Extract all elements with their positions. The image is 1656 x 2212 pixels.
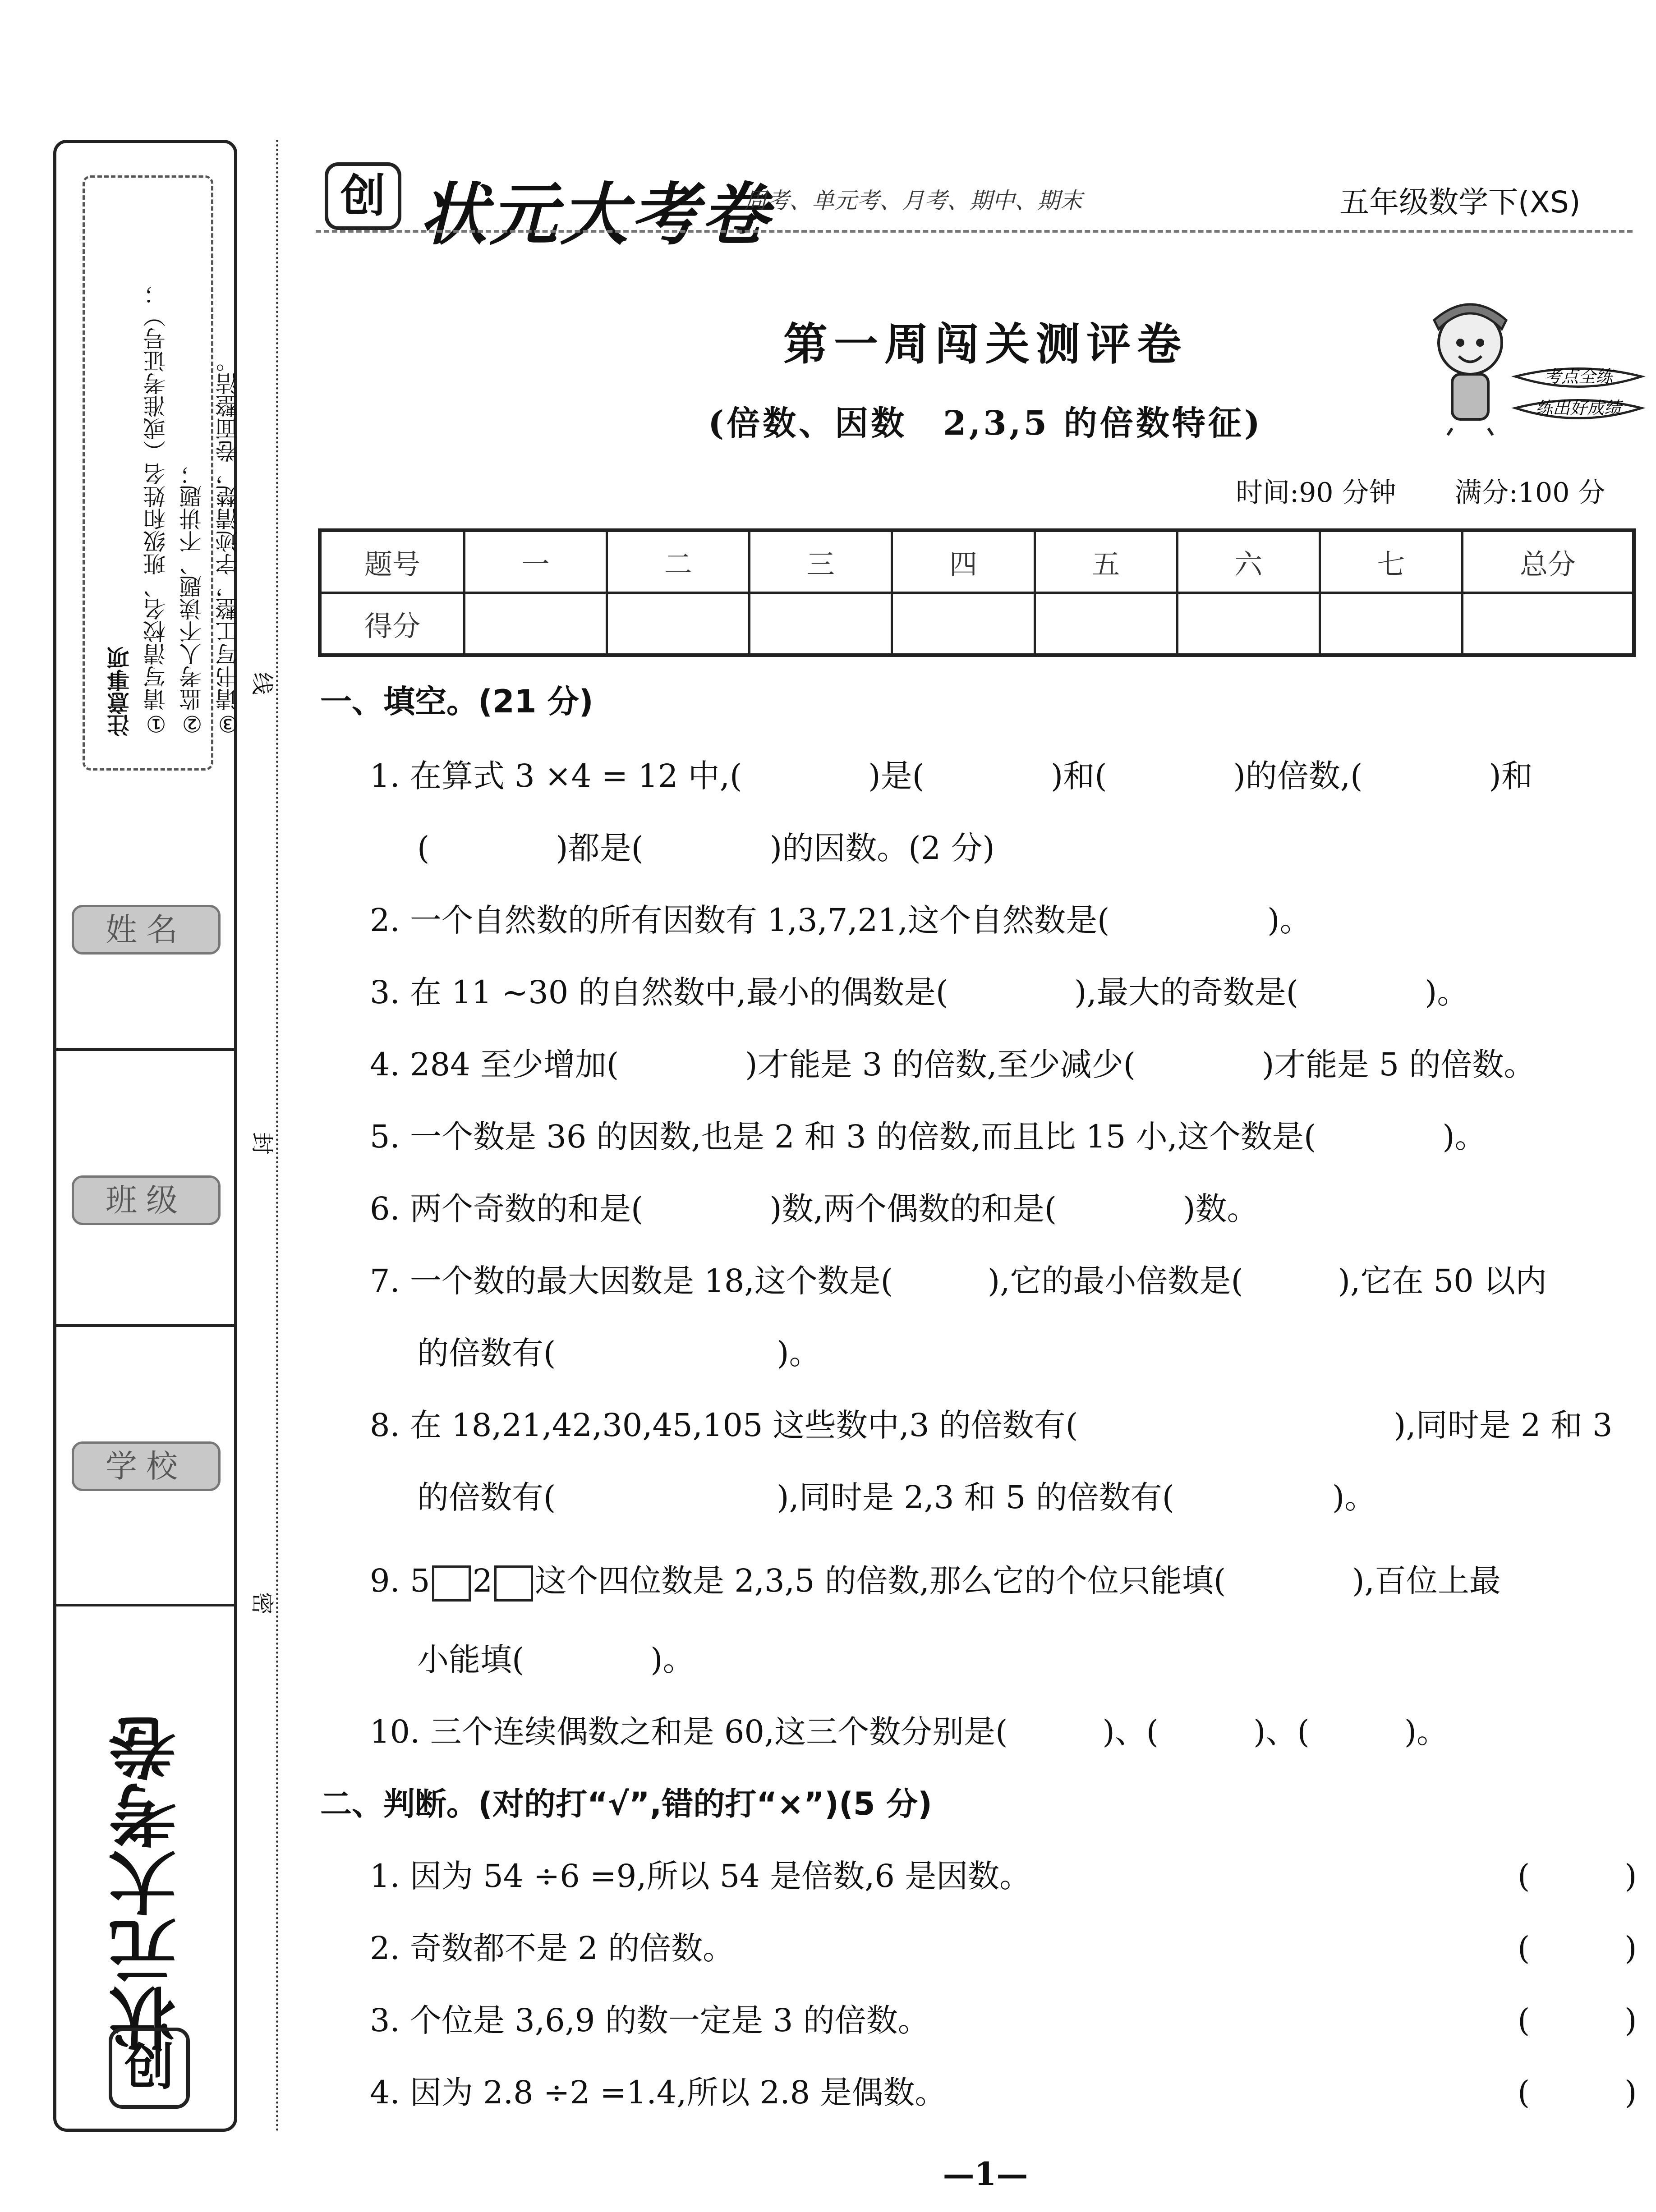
question-7: 7. 一个数的最大因数是 18,这个数是( ),它的最小倍数是( ),它在 50 以内	[370, 1262, 1547, 1299]
score-table	[318, 528, 1636, 657]
sidebar-divider	[56, 1604, 234, 1606]
table-header-cell: 六	[1177, 530, 1320, 593]
section-2-heading: 二、判断。(对的打“√”,错的打“×”)(5 分)	[320, 1785, 933, 1822]
question-9-text: 这个四位数是 2,3,5 的倍数,那么它的个位只能填( ),百位上最	[535, 1562, 1501, 1599]
note-1: ①请写清校名、班级和姓名（或准考证号）；	[143, 282, 169, 737]
book-title: 五年级数学下(XS)	[1339, 185, 1581, 220]
score-table-score-row	[320, 593, 1634, 656]
table-header-cell: 一	[465, 530, 607, 593]
cut-label-seal: 封	[249, 1132, 275, 1155]
table-header-cell: 四	[892, 530, 1035, 593]
answer-bracket[interactable]: ( )	[1518, 2074, 1637, 2111]
question-3: 3. 在 11 ~30 的自然数中,最小的偶数是( ),最大的奇数是( )。	[370, 974, 1469, 1011]
answer-bracket[interactable]: ( )	[1518, 1930, 1637, 1967]
judge-question-1: 1. 因为 54 ÷6 =9,所以 54 是倍数,6 是因数。	[370, 1858, 1031, 1895]
score-cell[interactable]	[1320, 593, 1462, 656]
table-header-cell: 七	[1320, 530, 1462, 593]
exam-notes	[102, 205, 246, 737]
exam-time: 时间:90 分钟	[1236, 477, 1396, 509]
name-field-label: 姓名	[72, 905, 221, 955]
question-1-cont: ( )都是( )的因数。(2 分)	[417, 830, 995, 867]
brand-logo-mark: 创	[325, 162, 401, 230]
header-divider	[316, 230, 1633, 233]
note-3: ③请书写工整，字迹清楚，卷面整洁。	[215, 350, 241, 737]
table-header-cell: 总分	[1463, 530, 1634, 593]
score-cell[interactable]	[1177, 593, 1320, 656]
table-header-cell: 题号	[320, 530, 465, 593]
question-7-cont: 的倍数有( )。	[417, 1335, 821, 1372]
cut-label-secret: 密	[249, 1592, 275, 1615]
judge-question-3: 3. 个位是 3,6,9 的数一定是 3 的倍数。	[370, 2002, 929, 2039]
score-cell[interactable]	[1035, 593, 1177, 656]
score-cell[interactable]	[750, 593, 892, 656]
mascot-bubble-2: 练出好成绩	[1535, 398, 1622, 418]
answer-bracket[interactable]: ( )	[1518, 2002, 1637, 2039]
question-9	[370, 1556, 1501, 1602]
exam-title: 第一周闯关测评卷	[783, 318, 1187, 370]
question-1: 1. 在算式 3 ×4 = 12 中,( )是( )和( )的倍数,( )和	[370, 757, 1533, 794]
exam-notes-box	[83, 175, 241, 771]
table-header-cell: 三	[750, 530, 892, 593]
table-row-label: 得分	[320, 593, 465, 656]
table-header-cell: 五	[1035, 530, 1177, 593]
question-10: 10. 三个连续偶数之和是 60,这三个数分别是( )、( )、( )。	[370, 1713, 1449, 1750]
question-8-cont: 的倍数有( ),同时是 2,3 和 5 的倍数有( )。	[417, 1479, 1376, 1516]
question-5: 5. 一个数是 36 的因数,也是 2 和 3 的倍数,而且比 15 小,这个数是( )。	[370, 1118, 1486, 1155]
cut-label-line: 线	[249, 672, 275, 695]
class-field-label: 班级	[72, 1175, 221, 1225]
judge-question-2: 2. 奇数都不是 2 的倍数。	[370, 1930, 735, 1967]
question-6: 6. 两个奇数的和是( )数,两个偶数的和是( )数。	[370, 1190, 1259, 1227]
section-1-heading: 一、填空。(21 分)	[320, 683, 593, 720]
digit-box[interactable]	[432, 1565, 471, 1602]
sidebar-divider	[56, 1048, 234, 1051]
score-cell[interactable]	[1463, 593, 1634, 656]
question-4: 4. 284 至少增加( )才能是 3 的倍数,至少减少( )才能是 5 的倍数。	[370, 1046, 1536, 1083]
score-cell[interactable]	[607, 593, 750, 656]
table-header-cell: 二	[607, 530, 750, 593]
exam-full-score: 满分:100 分	[1454, 477, 1605, 509]
brand-logo-text: 状元大考卷	[419, 176, 772, 254]
question-8: 8. 在 18,21,42,30,45,105 这些数中,3 的倍数有( ),同时是 2 和 3	[370, 1407, 1613, 1444]
school-field-label: 学校	[72, 1441, 221, 1491]
question-9-cont: 小能填( )。	[417, 1641, 695, 1678]
judge-question-4: 4. 因为 2.8 ÷2 =1.4,所以 2.8 是偶数。	[370, 2074, 947, 2111]
sidebar-brand-mark: 创	[109, 2028, 190, 2109]
mascot-bubble-1: 考点全练	[1544, 367, 1613, 386]
question-9-prefix: 9. 5	[370, 1562, 430, 1599]
question-9-mid: 2	[472, 1562, 493, 1599]
answer-bracket[interactable]: ( )	[1518, 1858, 1637, 1895]
brand-tagline: 周考、单元考、月考、期中、期末	[744, 188, 1082, 214]
mascot-illustration	[1421, 293, 1646, 437]
sidebar-divider	[56, 1324, 234, 1327]
exam-subtitle: (倍数、因数 2,3,5 的倍数特征)	[708, 404, 1263, 443]
sidebar-brand-logo: 状元大考卷	[110, 1714, 188, 2052]
question-2: 2. 一个自然数的所有因数有 1,3,7,21,这个自然数是( )。	[370, 902, 1311, 939]
score-table-header-row	[320, 530, 1634, 593]
digit-box[interactable]	[494, 1565, 533, 1602]
page-number: —1—	[943, 2155, 1028, 2193]
score-cell[interactable]	[892, 593, 1035, 656]
score-cell[interactable]	[465, 593, 607, 656]
notes-heading: 注意事项	[107, 647, 133, 737]
note-2: ②监考人不读题、不讲题；	[179, 463, 205, 737]
exam-info	[1236, 471, 1605, 510]
